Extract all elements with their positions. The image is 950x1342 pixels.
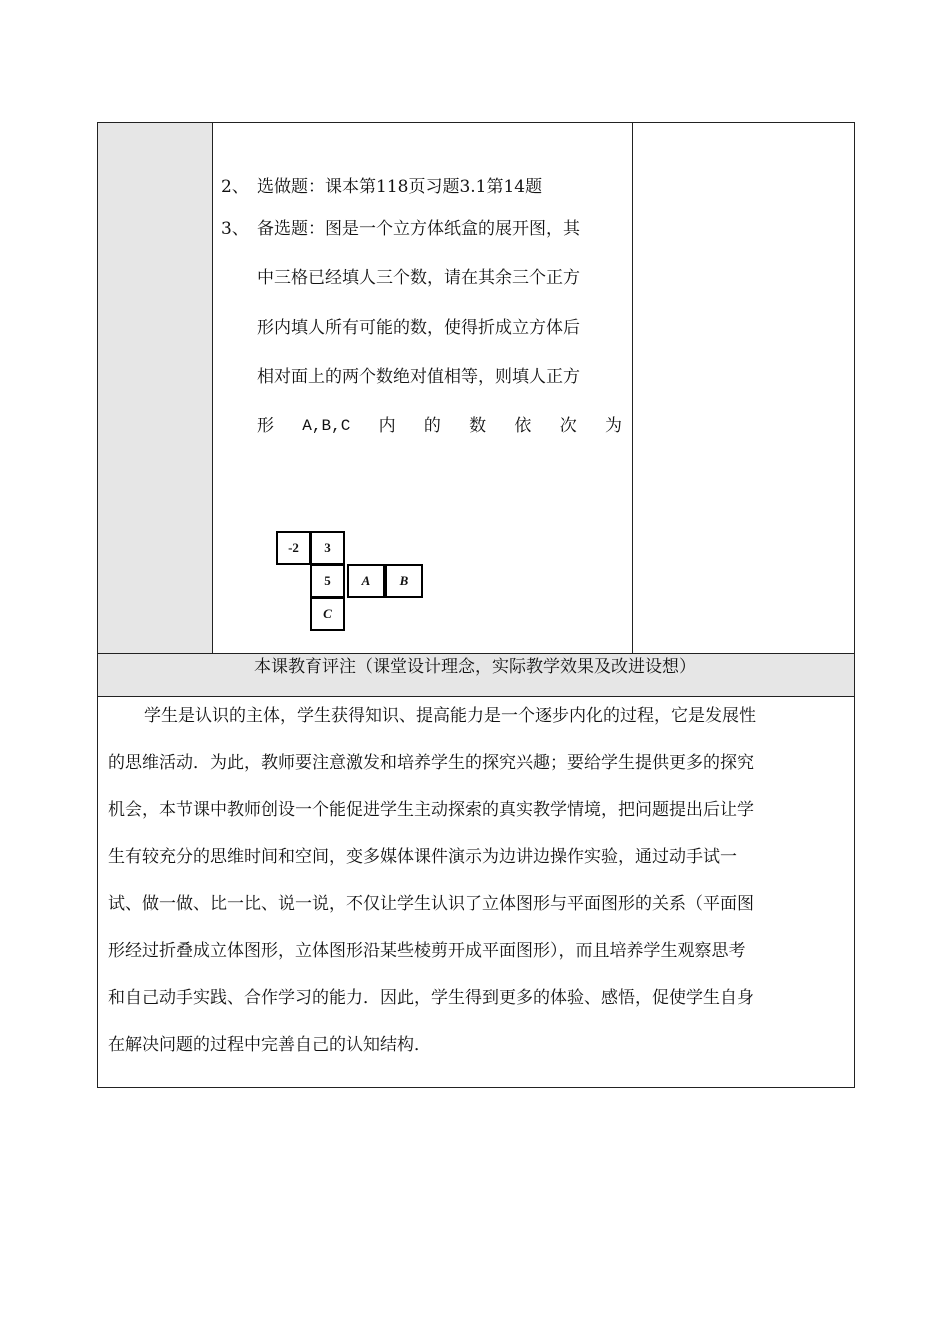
word-token: 依 [514,416,532,436]
word-token: 数 [469,416,487,436]
exercise-3-line: 备选题：图是一个立方体纸盒的展开图，其 [257,219,580,239]
exercise-3-number: 3、 [221,219,249,239]
exercise-3-line: 形内填人所有可能的数，使得折成立方体后 [257,318,580,338]
comment-line: 试、做一做、比一比、说一说，不仅让学生认识了立体图形与平面图形的关系（平面图 [108,894,754,914]
word-token: 的 [423,416,441,436]
exercise-3-line: 中三格已经填人三个数，请在其余三个正方 [257,268,580,288]
net-cell: 5 [310,564,345,598]
comment-line: 学生是认识的主体，学生获得知识、提高能力是一个逐步内化的过程，它是发展性 [144,706,756,726]
row-divider-bottom [97,696,855,697]
net-cell-c: C [310,597,345,631]
net-cell: 3 [310,531,345,565]
word-token: 内 [378,416,396,436]
net-cell-b: B [385,564,423,598]
comment-line: 形经过折叠成立体图形，立体图形沿某些棱剪开成平面图形），而且培养学生观察思考 [108,941,746,961]
net-cell-a: A [347,564,385,598]
comment-line: 生有较充分的思维时间和空间，变多媒体课件演示为边讲边操作实验，通过动手试一 [108,847,737,867]
comment-line: 和自己动手实践、合作学习的能力．因此，学生得到更多的体验、感悟，促使学生自身 [108,988,754,1008]
column-divider-left [212,122,213,654]
word-token: A,B,C [302,417,351,435]
row-divider-top [97,653,855,654]
exercise-2-text: 选做题：课本第118页习题3.1第14题 [257,177,543,197]
exercise-3-line: 相对面上的两个数绝对值相等，则填人正方 [257,367,580,387]
word-token: 形 [257,416,274,436]
comment-line: 的思维活动．为此，教师要注意激发和培养学生的探究兴趣；要给学生提供更多的探究 [108,753,754,773]
left-gray-column [98,123,212,653]
exercise-2-number: 2、 [221,177,249,197]
column-divider-right [632,122,633,654]
comment-line: 机会，本节课中教师创设一个能促进学生主动探索的真实教学情境，把问题提出后让学 [108,800,754,820]
word-token: 为 [604,416,622,436]
comment-header: 本课教育评注（课堂设计理念，实际教学效果及改进设想） [254,657,696,677]
net-cell: -2 [276,531,311,565]
word-token: 次 [559,416,577,436]
exercise-3-last-line [257,418,622,435]
comment-line: 在解决问题的过程中完善自己的认知结构． [108,1035,431,1055]
